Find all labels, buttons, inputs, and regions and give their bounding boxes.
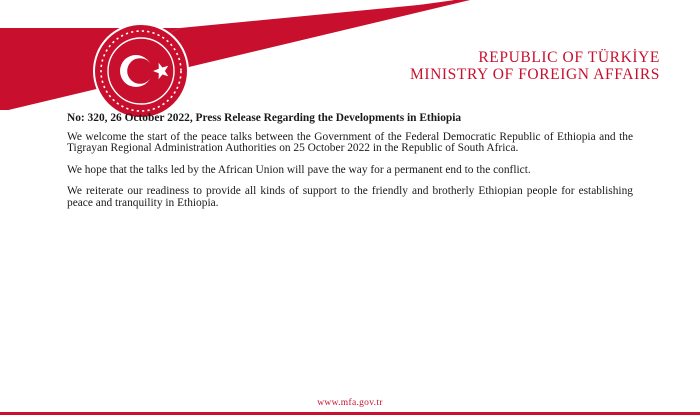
press-release-body	[67, 113, 633, 219]
country-name: REPUBLIC OF TÜRKİYE	[478, 49, 660, 66]
paragraph: We welcome the start of the peace talks between the Government of the Federal Democratic Republic of Ethiopia and the Tigrayan Regional Administration Authorities on 25 October 2022 in the Republic of South Africa.	[67, 130, 633, 154]
press-release-title: No: 320, 26 October 2022, Press Release Regarding the Developments in Ethiopia	[67, 112, 462, 124]
ministry-name: MINISTRY OF FOREIGN AFFAIRS	[409, 66, 660, 83]
paragraph: We hope that the talks led by the African Union will pave the way for a permanent end to the conflict.	[67, 163, 531, 176]
footer-divider	[0, 412, 700, 415]
footer-website: www.mfa.gov.tr	[317, 398, 383, 408]
crescent-star-seal-icon	[91, 21, 191, 121]
paragraph: We reiterate our readiness to provide all kinds of support to the friendly and brotherly Ethiopian people for establishing peace and tranquility in Ethiopia.	[67, 185, 633, 209]
ministry-header	[410, 49, 660, 83]
